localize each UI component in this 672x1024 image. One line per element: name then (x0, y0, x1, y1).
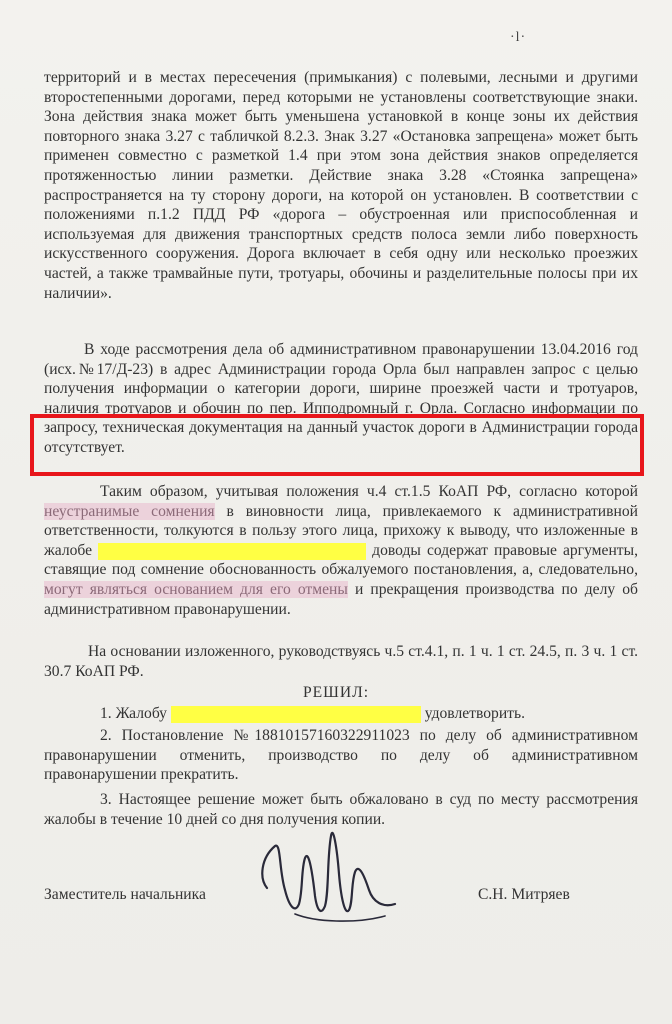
conclusion-text-c: доводы содержат правовые аргументы, ставящие под сомнение обоснованность обжалуемого постановления, а, следовательно, (44, 541, 638, 579)
highlight-grounds: могут являться основанием для его отмены (44, 580, 348, 598)
item-1-prefix: 1. Жалобу (100, 705, 171, 722)
paragraph-conclusion (44, 482, 638, 619)
conclusion-text-a: Таким образом, учитывая положения ч.4 ст.1.5 КоАП РФ, согласно которой (100, 483, 638, 500)
conclusion-text-b: в виновности лица, привлекаемого к административной ответственности, толкуются в пользу этого лица, прихожу к выводу, что изложенные в жалобе (44, 502, 639, 559)
highlight-doubts: неустранимые сомнения (44, 502, 215, 520)
paragraph-legal-basis: На основании изложенного, руководствуясь ч.5 ст.4.1, п. 1 ч. 1 ст. 24.5, п. 3 ч. 1 ст. 30.7 КоАП РФ. (44, 643, 638, 680)
item-1-suffix: удовлетворить. (420, 705, 525, 722)
redaction-bar (171, 706, 421, 723)
decision-item-2: 2. Постановление №18810157160322911023 по делу об административном правонарушении отменить, производство по делу об административном правонарушении прекратить. (44, 727, 638, 784)
handwritten-signature (255, 818, 405, 930)
signatory-title: Заместитель начальника (44, 886, 206, 903)
redaction-bar (98, 543, 366, 560)
paragraph-road-signs: территорий и в местах пересечения (примыкания) с полевыми, лесными и другими второстепенными дорогами, перед которыми не установлены соответствующие знаки. Зона действия знака может быть уменьшена установкой в конце зоны их действия повторного знака 3.27 с табличкой 8.2.3. Знак 3.27 «Остановка запрещена» может быть применен совместно с разметкой 1.4 при этом зона действия знаков определяется протяженностью линии разметки. Действие знака 3.28 «Стоянка запрещена» распространяется на ту сторону дороги, на которой он установлен. В соответствии с положениями п.1.2 ПДД РФ «дорога – обустроенная или приспособленная и используемая для движения транспортных средств полоса земли либо поверхность искусственного сооружения. Дорога включает в себя одну или несколько проезжих частей, а также трамвайные пути, тротуары, обочины и разделительные полосы при их наличии». (44, 69, 638, 302)
decision-heading: РЕШИЛ: (302, 684, 370, 701)
signatory-name: С.Н. Митряев (478, 886, 570, 903)
paragraph-inquiry: В ходе рассмотрения дела об административном правонарушении 13.04.2016 год (исх.№17/Д-23) в адрес Администрации города Орла был направлен запрос с целью получения информации о категории дороги, ширине проезжей части и тротуаров, наличия тротуаров и обочин по пер. Ипподромный г. Орла. Согласно информации по запросу, техническая документация на данный участок дороги в Администрации города отсутствует. (44, 341, 638, 456)
decision-item-3: 3. Настоящее решение может быть обжаловано в суд по месту рассмотрения жалобы в течение 10 дней со дня получения копии. (44, 791, 638, 828)
decision-item-1 (44, 704, 638, 724)
conclusion-text-d: и прекращения производства по делу об административном правонарушении. (44, 580, 638, 618)
page-mark: ·l· (510, 30, 527, 45)
